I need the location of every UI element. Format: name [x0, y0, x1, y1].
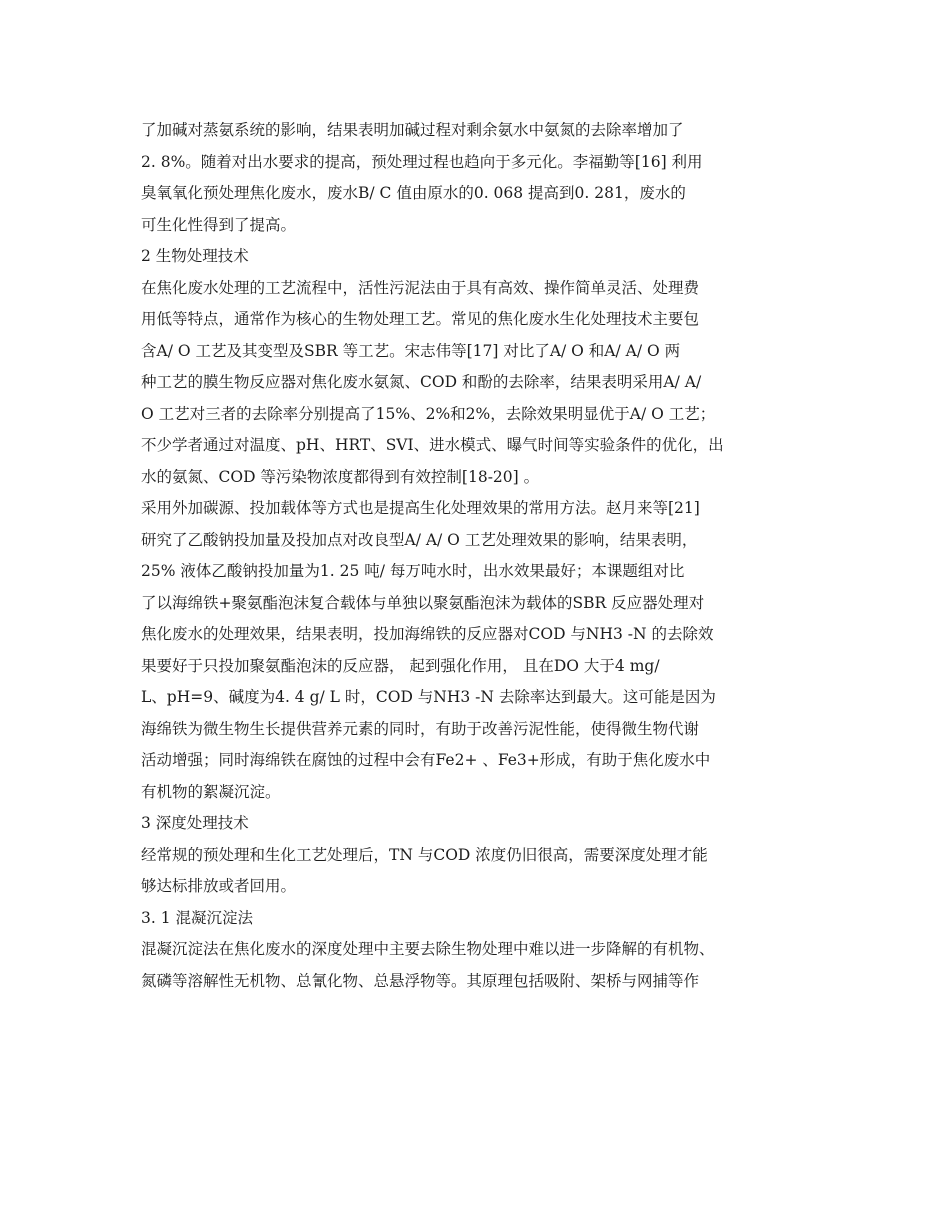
text-line: 有机物的絮凝沉淀。 — [141, 782, 281, 801]
text-line: 海绵铁为微生物生长提供营养元素的同时，有助于改善污泥性能，使得微生物代谢 — [141, 719, 700, 738]
text-line: 经常规的预处理和生化工艺处理后，TN 与COD 浓度仍旧很高，需要深度处理才能 — [141, 845, 708, 864]
subsection-heading: 3. 1 混凝沉淀法 — [141, 908, 254, 927]
text-line: 25% 液体乙酸钠投加量为1. 25 吨/ 每万吨水时，出水效果最好；本课题组对比 — [141, 562, 685, 580]
text-line: 臭氧氧化预处理焦化废水，废水B/ C 值由原水的0. 068 提高到0. 281，废水的 — [141, 184, 686, 202]
text-line: 研究了乙酸钠投加量及投加点对改良型A/ A/ O 工艺处理效果的影响，结果表明， — [141, 530, 698, 549]
text-line: 焦化废水的处理效果，结果表明，投加海绵铁的反应器对COD 与NH3 -N 的去除效 — [141, 625, 714, 643]
text-line: 果要好于只投加聚氨酯泡沫的反应器， 起到强化作用， 且在DO 大于4 mg/ — [141, 656, 660, 675]
text-line: 在焦化废水处理的工艺流程中，活性污泥法由于具有高效、操作简单灵活、处理费 — [141, 278, 700, 297]
text-line: 氮磷等溶解性无机物、总氰化物、总悬浮物等。其原理包括吸附、架桥与网捕等作 — [141, 971, 700, 990]
text-line: 了以海绵铁+聚氨酯泡沫复合载体与单独以聚氨酯泡沫为载体的SBR 反应器处理对 — [141, 593, 705, 612]
text-line: 水的氨氮、COD 等污染物浓度都得到有效控制[18-20] 。 — [141, 467, 540, 486]
body-text — [141, 115, 841, 997]
text-line: 可生化性得到了提高。 — [141, 215, 297, 234]
text-line: 采用外加碳源、投加载体等方式也是提高生化处理效果的常用方法。赵月来等[21] — [141, 499, 700, 517]
text-line: 够达标排放或者回用。 — [141, 877, 297, 895]
text-line: 含A/ O 工艺及其变型及SBR 等工艺。宋志伟等[17] 对比了A/ O 和A/ A/ O 两 — [141, 341, 681, 360]
text-line: 种工艺的膜生物反应器对焦化废水氨氮、COD 和酚的去除率，结果表明采用A/ A/ — [141, 373, 702, 391]
text-line: 用低等特点，通常作为核心的生物处理工艺。常见的焦化废水生化处理技术主要包 — [141, 310, 700, 328]
section-heading: 2 生物处理技术 — [141, 247, 249, 265]
text-line: 了加碱对蒸氨系统的影响，结果表明加碱过程对剩余氨水中氨氮的去除率增加了 — [141, 121, 684, 139]
text-line: 混凝沉淀法在焦化废水的深度处理中主要去除生物处理中难以进一步降解的有机物、 — [141, 940, 715, 958]
text-line: 活动增强；同时海绵铁在腐蚀的过程中会有Fe2+ 、Fe3+形成，有助于焦化废水中 — [141, 751, 711, 769]
section-heading: 3 深度处理技术 — [141, 814, 249, 832]
text-line: L、pH=9、碱度为4. 4 g/ L 时，COD 与NH3 -N 去除率达到最大。这可能是因为 — [141, 688, 716, 706]
text-line: O 工艺对三者的去除率分别提高了15%、2%和2%，去除效果明显优于A/ O 工艺； — [141, 404, 716, 423]
text-line: 2. 8%。随着对出水要求的提高，预处理过程也趋向于多元化。李福勤等[16] 利用 — [141, 152, 703, 171]
text-line: 不少学者通过对温度、pH、HRT、SVI、进水模式、曝气时间等实验条件的优化，出 — [141, 436, 724, 454]
